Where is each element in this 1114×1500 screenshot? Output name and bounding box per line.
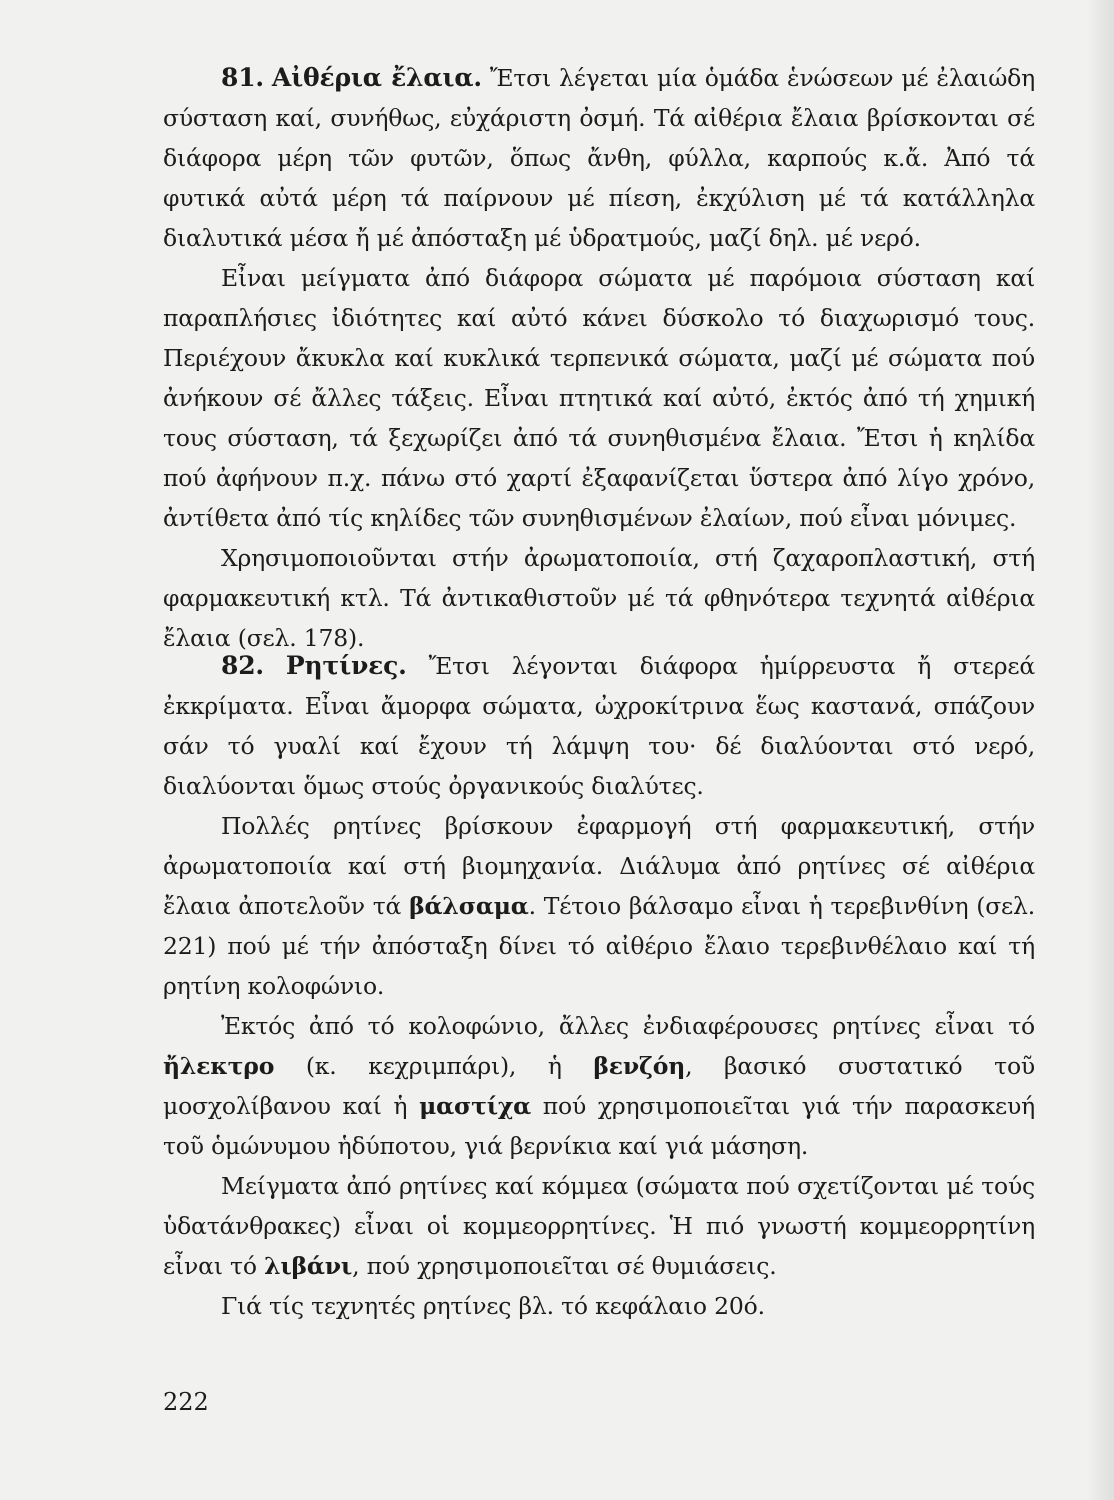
- section-82-number: 82.: [221, 651, 264, 680]
- section-81-paragraph-3: Χρησιμοποιοῦνται στήν ἀρωματοποιία, στή ζαχαροπλαστική, στή φαρμακευτική κτλ. Τά ἀντικαθιστοῦν μέ τά φθηνότερα τεχνητά αἰθέρια ἔλαια (σελ. 178).: [163, 544, 1035, 652]
- section-81-paragraph-2: Εἶναι μείγματα ἀπό διάφορα σώματα μέ παρόμοια σύσταση καί παραπλήσιες ἰδιότητες καί αὐτό κάνει δύσκολο τό διαχωρισμό τους. Περιέχουν ἄκυκλα καί κυκλικά τερπενικά σώματα, μαζί μέ σώματα πού ἀνήκουν σέ ἄλλες τάξεις. Εἶναι πτητικά καί αὐτό, ἐκτός ἀπό τή χημική τους σύσταση, τά ξεχωρίζει ἀπό τά συνηθισμένα ἔλαια. Ἔτσι ἡ κηλίδα πού ἀφήνουν π.χ. πάνω στό χαρτί ἐξαφανίζεται ὕστερα ἀπό λίγο χρόνο, ἀντίθετα ἀπό τίς κηλίδες τῶν συνηθισμένων ἐλαίων, πού εἶναι μόνιμες.: [163, 264, 1035, 532]
- section-82-paragraph-4-text-b: , πού χρησιμοποιεῖται σέ θυμιάσεις.: [352, 1252, 777, 1280]
- term-livani: λιβάνι: [264, 1252, 353, 1280]
- page-number: 222: [163, 1388, 209, 1416]
- section-82-rhtines: [163, 646, 1035, 1326]
- section-82-paragraph-2-text-a: Πολλές ρητίνες βρίσκουν ἐφαρμογή στή φαρμακευτική, στήν ἀρωματοποιία καί στή βιομηχανία. Διάλυμα ἀπό ρητίνες σέ αἰθέρια ἔλαια ἀποτελοῦν τά: [163, 812, 1035, 920]
- section-82-paragraph-5: Γιά τίς τεχνητές ρητίνες βλ. τό κεφάλαιο 20ό.: [221, 1292, 765, 1320]
- term-mastixa: μαστίχα: [419, 1092, 532, 1120]
- section-82-paragraph-1: [163, 646, 1035, 806]
- section-81-title: Αἰθέρια ἔλαια.: [271, 63, 482, 92]
- section-81-aitheria-elaia: [163, 58, 1035, 658]
- section-81-paragraph-1: [163, 58, 1035, 258]
- section-82-paragraph-3-text-d: πού χρησιμοποιεῖται γιά τήν παρασκευή τοῦ ὁμώνυμου ἡδύποτου, γιά βερνίκια καί γιά μάσηση.: [163, 1092, 1035, 1160]
- section-81-number: 81.: [221, 63, 264, 92]
- section-82-paragraph-2-text-b: . Τέτοιο βάλσαμο εἶναι ἡ τερεβινθίνη (σελ. 221) πού μέ τήν ἀπόσταξη δίνει τό αἰθέριο ἔλαιο τερεβινθέλαιο καί τή ρητίνη κολοφώνιο.: [163, 892, 1035, 1000]
- section-82-title: Ρητίνες.: [285, 651, 407, 680]
- section-82-paragraph-3-text-b: (κ. κεχριμπάρι), ἡ: [274, 1052, 594, 1080]
- section-82-paragraph-4-text-a: Μείγματα ἀπό ρητίνες καί κόμμεα (σώματα πού σχετίζονται μέ τούς ὑδατάνθρακες) εἶναι οἱ κομμεορρητίνες. Ἡ πιό γνωστή κομμεορρητίνη εἶναι τό: [163, 1172, 1035, 1280]
- section-82-paragraph-4: [163, 1166, 1035, 1286]
- section-82-paragraph-2: [163, 806, 1035, 1006]
- term-venzoi: βενζόη: [593, 1052, 686, 1080]
- term-balsama: βάλσαμα: [409, 892, 529, 920]
- section-81-paragraph-1-text: Ἔτσι λέγεται μία ὁμάδα ἑνώσεων μέ ἐλαιώδη σύσταση καί, συνήθως, εὐχάριστη ὀσμή. Τά αἰθέρια ἔλαια βρίσκονται σέ διάφορα μέρη τῶν φυτῶν, ὅπως ἄνθη, φύλλα, καρπούς κ.ἄ. Ἀπό τά φυτικά αὐτά μέρη τά παίρνουν μέ πίεση, ἐκχύλιση μέ τά κατάλληλα διαλυτικά μέσα ἤ μέ ἀπόσταξη μέ ὑδρατμούς, μαζί δηλ. μέ νερό.: [163, 64, 1035, 252]
- section-82-paragraph-3: [163, 1006, 1035, 1166]
- section-82-paragraph-1-text: Ἔτσι λέγονται διάφορα ἡμίρρευστα ἤ στερεά ἐκκρίματα. Εἶναι ἄμορφα σώματα, ὠχροκίτρινα ἕως καστανά, σπάζουν σάν τό γυαλί καί ἔχουν τή λάμψη του· δέ διαλύονται στό νερό, διαλύονται ὅμως στούς ὀργανικούς διαλύτες.: [163, 652, 1035, 800]
- section-82-paragraph-3-text-a: Ἐκτός ἀπό τό κολοφώνιο, ἄλλες ἐνδιαφέρουσες ρητίνες εἶναι τό: [221, 1012, 1035, 1040]
- section-82-paragraph-3-text-c: , βασικό συστατικό τοῦ μοσχολίβανου καί ἡ: [163, 1052, 1035, 1120]
- term-ilektro: ἤλεκτρο: [163, 1052, 275, 1080]
- page-edge-shadow: [1086, 0, 1114, 1500]
